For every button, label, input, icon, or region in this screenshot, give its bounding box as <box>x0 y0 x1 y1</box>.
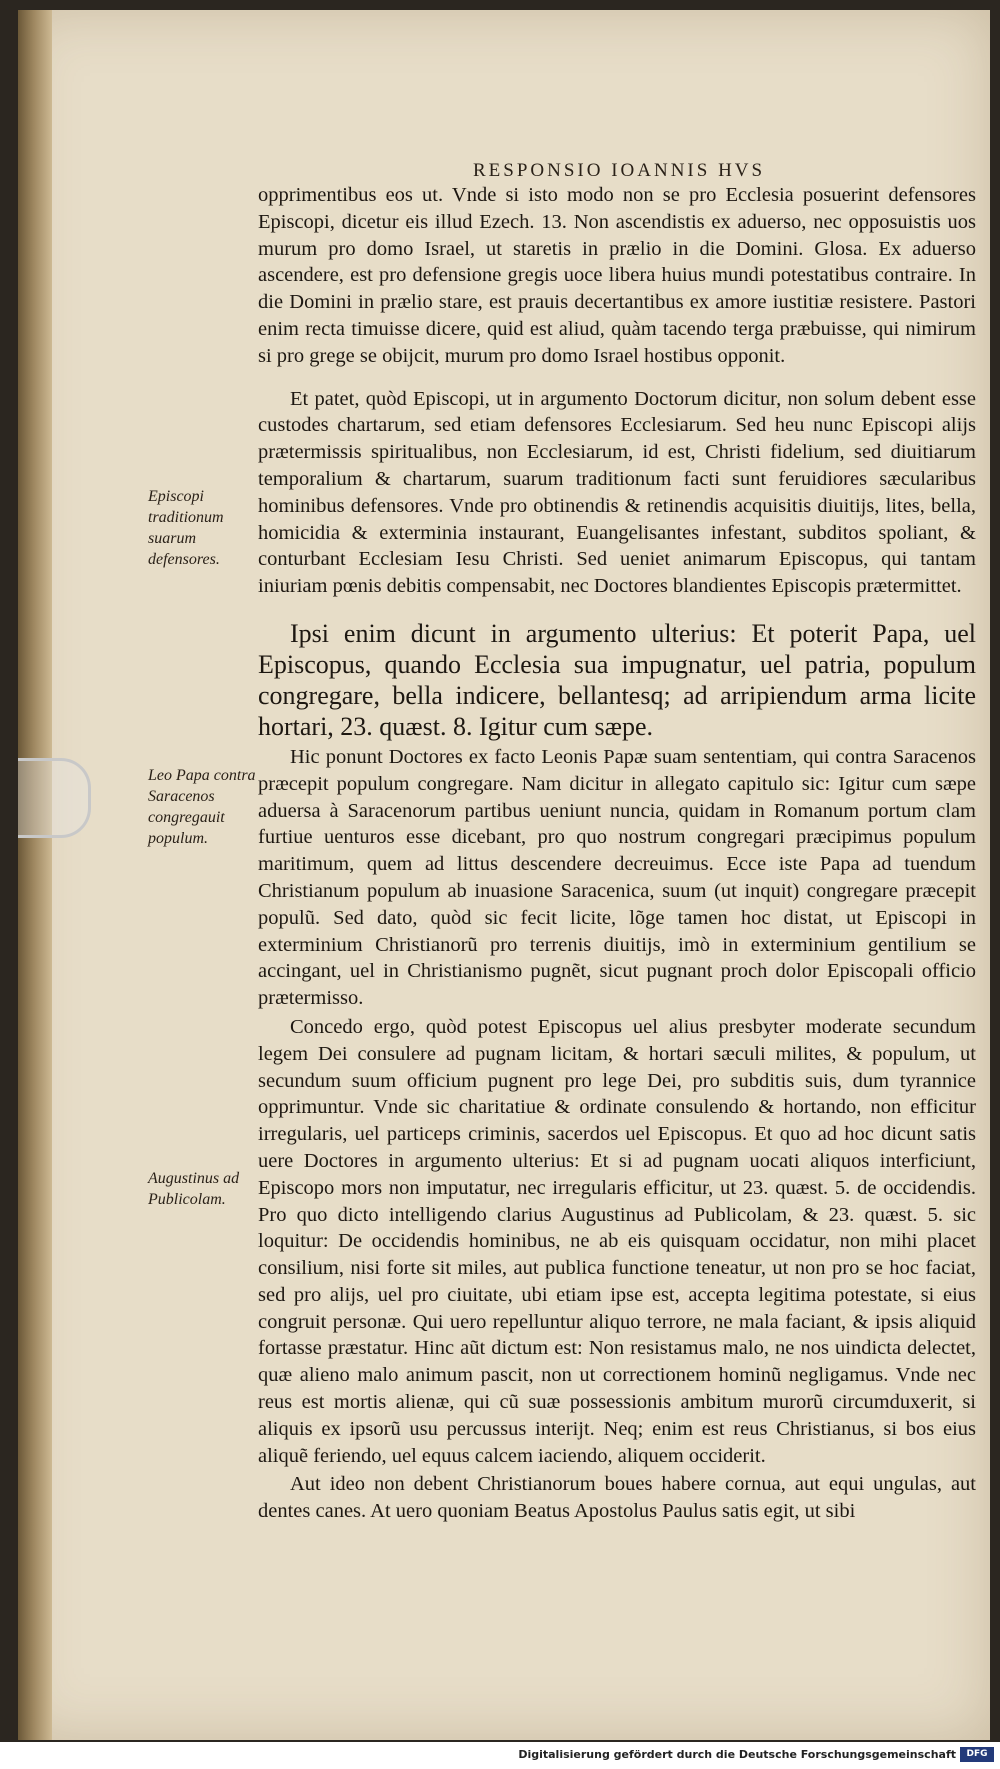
margin-note-3: Augustinus ad Publicolam. <box>148 1170 240 1208</box>
paragraph-3: Ipsi enim dicunt in argumento ulterius: Et poterit Papa, uel Episcopus, quando Ecclesia sua impugnatur, uel patria, populum congregare, bella indicere, bellantesq; ad arripiendum arma licite hortari, 23. quæst. 8. Igitur cum sæpe. <box>258 618 976 741</box>
footer-bar <box>0 1742 1000 1769</box>
paragraph-2: Et patet, quòd Episcopi, ut in argumento Doctorum dicitur, non solum debent esse custodes chartarum, sed etiam defensores Ecclesiarum. Sed heu nunc Episcopi alijs prætermissis spiritualibus, non Ecclesiarum, id est, Christi fidelium, sed diuitiarum temporalium & chartarum, suarum traditionum facti sunt feruidiores sæcularibus hominibus defensores. Vnde pro obtinendis & retinendis acquisitis diuitijs, lites, bella, homicidia & exterminia instaurant, Euangelisantes infestant, subditos spoliant, & conturbant Ecclesiam Iesu Christi. Sed ueniet animarum Episcopus, qui tantam iniuriam pœnis debitis compensabit, nec Doctores blandientes Episcopis prætermittet. <box>258 387 976 598</box>
paragraph-6: Aut ideo non debent Christianorum boues habere cornua, aut equi ungulas, aut dentes canes. At uero quoniam Beatus Apostolus Paulus satis egit, ut sibi <box>258 1473 976 1523</box>
footer-credit: Digitalisierung gefördert durch die Deutsche Forschungsgemeinschaft <box>518 1748 956 1761</box>
page-clip <box>18 758 91 838</box>
margin-note-2: Leo Papa contra Saracenos congregauit populum. <box>148 767 256 847</box>
paragraph-5: Concedo ergo, quòd potest Episcopus uel alius presbyter moderate secundum legem Dei consulere ad pugnam licitam, & hortari sæculi milites, & populum, ut secundum suum officium pugnent pro lege Dei, pro subditis suis, dum tyrannice opprimuntur. Vnde sic charitatiue & ordinate consulendo & hortando, non efficitur irregularis, uel particeps criminis, sacerdos uel Episcopus. Et quo ad hoc dicunt satis uere Doctores in argumento ulterius: Et si ad pugnam uocati aliquos interficiunt, Episcopo mors non imputatur, nec irregularis efficitur, ut 23. quæst. 5. de occidendis. Pro quo dicto intelligendo clarius Augustinus ad Publicolam, & 23. quæst. 5. sic loquitur: De occidendis hominibus, ne ab eis quisquam occidatur, non mihi placet consilium, nisi forte sit miles, aut publica functione teneatur, ut non pro se hoc faciat, sed pro alijs, uel pro ciuitate, ubi etiam ipse est, accepta legitima potestate, si eius congruit personæ. Qui uero repelluntur aliquo terrore, ne mala faciant, & ipsis aliquid fortasse præstatur. Hinc aũt dictum est: Non resistamus malo, ne nos uindicta delectet, quæ alieno malo animum pascit, non ut correctionem hominũ negligamus. Vnde nec reus est mortis alienæ, qui cũ suæ possessionis ambitum murorũ circumduxerit, si aliquis ex ipsorũ usu percussus interijt. Neq; enim est reus Christianus, si bos eius aliquẽ feriendo, uel equus calcem iaciendo, aliquem occiderit. <box>258 1015 976 1467</box>
paragraph-4: Hic ponunt Doctores ex facto Leonis Papæ suam sententiam, qui contra Saracenos præcepit populum congregare. Nam dicitur in allegato capitulo sic: Igitur cum sæpe aduersa à Saracenorum partibus ueniunt nuncia, quidam in Romanum portum clam furtiue uenturos esse dicebant, pro quo nostrum congregari præcipimus populum maritimum, quem ad littus descendere decreuimus. Ecce iste Papa ad tuendum Christianum populum ab inuasione Saracenica, suum (ut inquit) congregare præcepit populũ. Sed dato, quòd sic fecit licite, lõge tamen hoc distat, ut Episcopi in exterminium Christianorũ pro terrenis diuitijs, imò in exterminium gentilium se accingant, uel in Christianismo pugnẽt, sicut pugnant proch dolor Episcopali officio prætermisso. <box>258 745 976 1010</box>
running-header: RESPONSIO IOANNIS HVS <box>473 160 766 181</box>
paragraph-1: opprimentibus eos ut. Vnde si isto modo non se pro Ecclesia posuerint defensores Episcopi, dicetur eis illud Ezech. 13. Non ascendistis ex aduerso, nec opposuistis uos murum pro domo Israel, ut staretis in prælio in die Domini. Glosa. Ex aduerso ascendere, est pro defensione gregis uoce libera huius mundi potestatibus contraire. In die Domini in prælio stare, est prauis decertantibus ex amore iustitiæ resistere. Pastori enim recta timuisse dicere, quid est aliud, quàm tacendo terga præbuisse, qui nimirum si pro grege se obijcit, murum pro domo Israel hostibus opponit. <box>258 184 976 367</box>
margin-note-1: Episcopi traditionum suarum defensores. <box>148 488 224 568</box>
book-page <box>18 10 990 1740</box>
dfg-logo-icon: DFG <box>960 1747 994 1762</box>
main-text <box>258 182 976 1539</box>
book-binding <box>18 10 52 1740</box>
